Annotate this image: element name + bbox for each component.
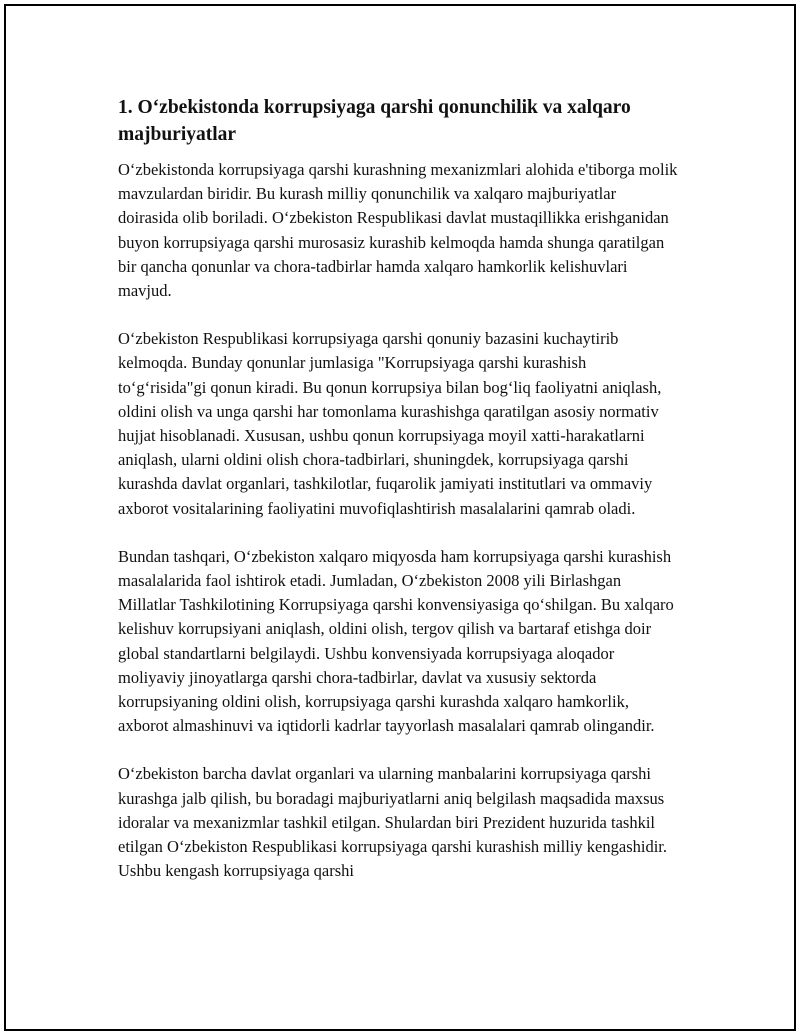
paragraph-2: O‘zbekiston Respublikasi korrupsiyaga qarshi qonuniy bazasini kuchaytirib kelmoqda. Bunday qonunlar jumlasiga "Korrupsiyaga qarshi kurashish to‘g‘risida"gi qonun kiradi. Bu qonun korrupsiya bilan bog‘liq faoliyatni aniqlash, oldini olish va unga qarshi har tomonlama kurashishga qaratilgan asosiy normativ hujjat hisoblanadi. Xususan, ushbu qonun korrupsiyaga moyil xatti-harakatlarni aniqlash, ularni oldini olish chora-tadbirlari, shuningdek, korrupsiyaga qarshi kurashda davlat organlari, tashkilotlar, fuqarolik jamiyati institutlari va ommaviy axborot vositalarining faoliyatini muvofiqlashtirish masalalarini qamrab oladi. <box>118 329 662 518</box>
paragraph-4: O‘zbekiston barcha davlat organlari va ularning manbalarini korrupsiyaga qarshi kurashga jalb qilish, bu boradagi majburiyatlarni aniq belgilash maqsadida maxsus idoralar va mexanizmlar tashkil etilgan. Shulardan biri Prezident huzurida tashkil etilgan O‘zbekiston Respublikasi korrupsiyaga qarshi kurashish milliy kengashidir. Ushbu kengash korrupsiyaga qarshi <box>118 764 667 881</box>
section-heading: 1. O‘zbekistonda korrupsiyaga qarshi qonunchilik va xalqaro majburiyatlar <box>118 97 631 145</box>
paragraph-1: O‘zbekistonda korrupsiyaga qarshi kurashning mexanizmlari alohida e'tiborga molik mavzulardan biridir. Bu kurash milliy qonunchilik va xalqaro majburiyatlar doirasida olib boriladi. O‘zbekiston Respublikasi davlat mustaqillikka erishganidan buyon korrupsiyaga qarshi murosasiz kurashib kelmoqda hamda shunga qaratilgan bir qancha qonunlar va chora-tadbirlar hamda xalqaro hamkorlik kelishuvlari mavjud. <box>118 160 678 301</box>
document-body <box>118 94 678 907</box>
paragraph-3: Bundan tashqari, O‘zbekiston xalqaro miqyosda ham korrupsiyaga qarshi kurashish masalalarida faol ishtirok etadi. Jumladan, O‘zbekiston 2008 yili Birlashgan Millatlar Tashkilotining Korrupsiyaga qarshi konvensiyasiga qo‘shilgan. Bu xalqaro kelishuv korrupsiyani aniqlash, oldini olish, tergov qilish va bartaraf etishga doir global standartlarni belgilaydi. Ushbu konvensiyada korrupsiyaga aloqador moliyaviy jinoyatlarga qarshi chora-tadbirlar, davlat va xususiy sektorda korrupsiyaning oldini olish, korrupsiyaga qarshi kurashda xalqaro hamkorlik, axborot almashinuvi va iqtidorli kadrlar tayyorlash masalalari qamrab olingandir. <box>118 546 674 736</box>
